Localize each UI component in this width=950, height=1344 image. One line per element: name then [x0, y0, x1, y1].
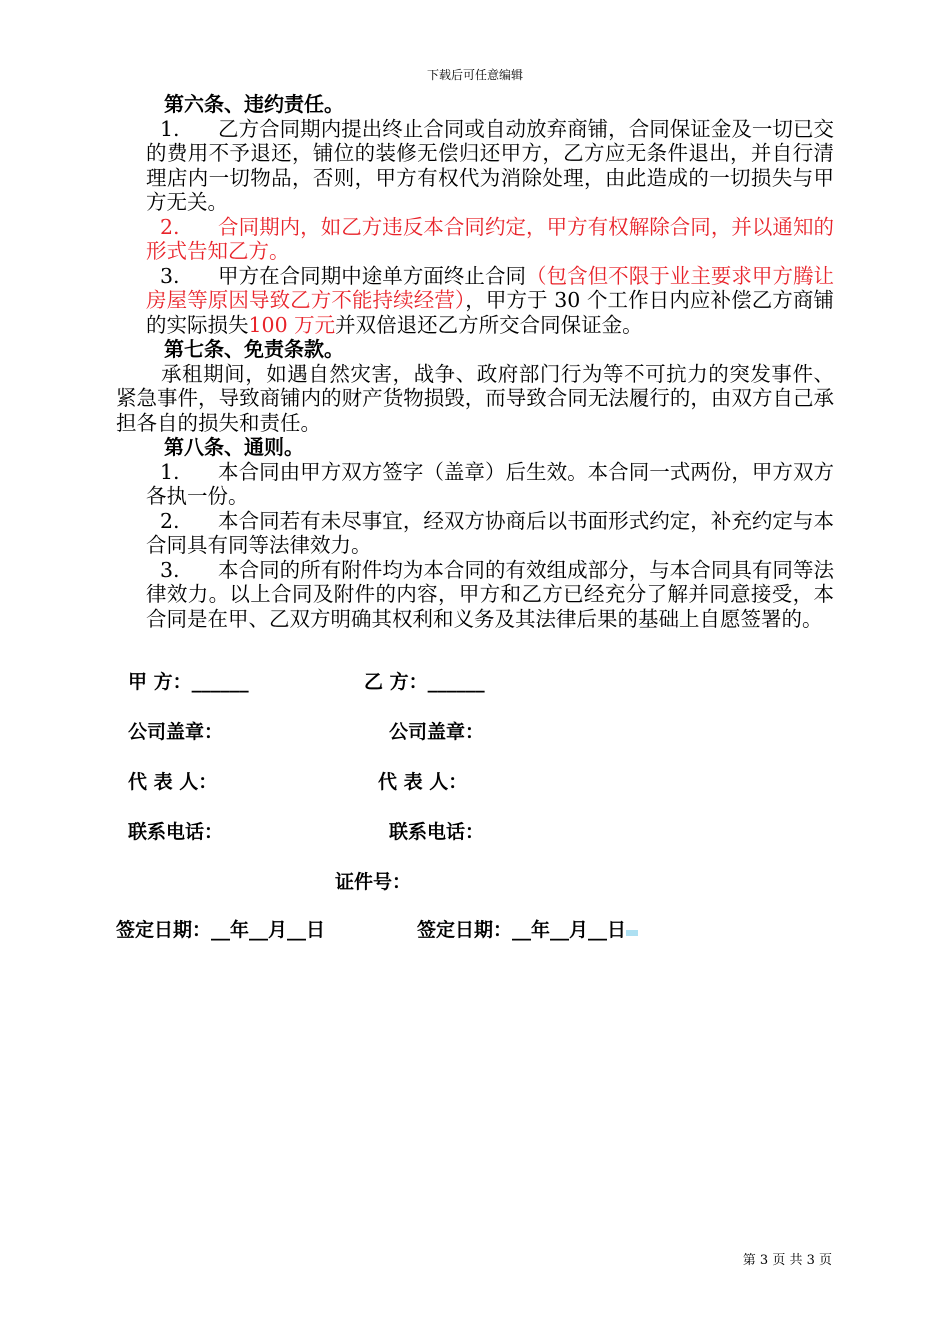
article-8-title: 第八条、通则。 — [164, 435, 304, 459]
item-text-highlight: （包含但不限于业主要求甲方腾让房屋等原因导致乙方不能持续经营） — [146, 263, 835, 312]
company-seal-b: 公司盖章： — [389, 721, 485, 743]
article-6-item-2 — [116, 215, 834, 264]
compensation-amount: 100 万元 — [248, 312, 336, 337]
item-number: 3. — [160, 263, 180, 288]
article-8-item-2 — [116, 509, 834, 558]
item-number: 2. — [160, 214, 180, 239]
page-footer: 第 3 页 共 3 页 — [742, 1253, 832, 1268]
item-number: 1. — [160, 116, 180, 141]
item-number: 3. — [160, 557, 180, 582]
page-header: 下载后可任意编辑 — [426, 68, 523, 82]
company-seal-a: 公司盖章： — [128, 721, 224, 743]
id-number-label: 证件号： — [335, 871, 412, 893]
party-a-label: 甲 方：______ — [128, 671, 249, 693]
representative-b: 代 表 人： — [378, 771, 468, 793]
sign-date-a: 签定日期：__年__月__日 — [116, 919, 326, 941]
representative-a: 代 表 人： — [128, 771, 218, 793]
contact-phone-b: 联系电话： — [389, 821, 485, 843]
article-8-item-1 — [116, 460, 834, 509]
text-cursor — [626, 930, 638, 936]
item-number: 2. — [160, 508, 180, 533]
item-text: 本合同由甲方双方签字（盖章）后生效。本合同一式两份，甲方双方各执一份。 — [146, 459, 834, 508]
item-text: 本合同若有未尽事宜，经双方协商后以书面形式约定，补充约定与本合同具有同等法律效力。 — [146, 508, 834, 557]
item-text: 本合同的所有附件均为本合同的有效组成部分，与本合同具有同等法律效力。以上合同及附件的内容，甲方和乙方已经充分了解并同意接受，本合同是在甲、乙双方明确其权利和义务及其法律后果的基础上自愿签署的。 — [146, 557, 834, 631]
item-text: 甲方在合同期中途单方面终止合同 — [218, 263, 527, 288]
item-text: 乙方合同期内提出终止合同或自动放弃商铺，合同保证金及一切已交的费用不予退还，铺位的装修无偿归还甲方，乙方应无条件退出，并自行清理店内一切物品，否则，甲方有权代为消除处理，由此造成的一切损失与甲方无关。 — [146, 116, 834, 214]
article-6-item-1 — [116, 117, 834, 215]
sign-date-b: 签定日期：__年__月__日 — [417, 919, 627, 941]
article-6-title: 第六条、违约责任。 — [164, 92, 344, 116]
item-text: 合同期内，如乙方违反本合同约定，甲方有权解除合同，并以通知的形式告知乙方。 — [146, 214, 834, 263]
party-b-label: 乙 方：______ — [364, 671, 485, 693]
article-8-item-3 — [116, 558, 834, 632]
article-7-text: 承租期间，如遇自然灾害，战争、政府部门行为等不可抗力的突发事件、紧急事件，导致商铺内的财产货物损毁，而导致合同无法履行的，由双方自己承担各自的损失和责任。 — [116, 361, 834, 435]
sign-date-b-wrapper — [417, 915, 638, 942]
contact-phone-a: 联系电话： — [128, 821, 224, 843]
document-body — [116, 92, 834, 631]
article-6-item-3 — [116, 264, 834, 338]
item-text: 并双倍退还乙方所交合同保证金。 — [335, 312, 643, 337]
item-number: 1. — [160, 459, 180, 484]
item-text: ，甲方于 30 个工作日内应补偿乙方商铺的实际损失 — [146, 288, 834, 337]
article-7-title: 第七条、免责条款。 — [164, 337, 344, 361]
